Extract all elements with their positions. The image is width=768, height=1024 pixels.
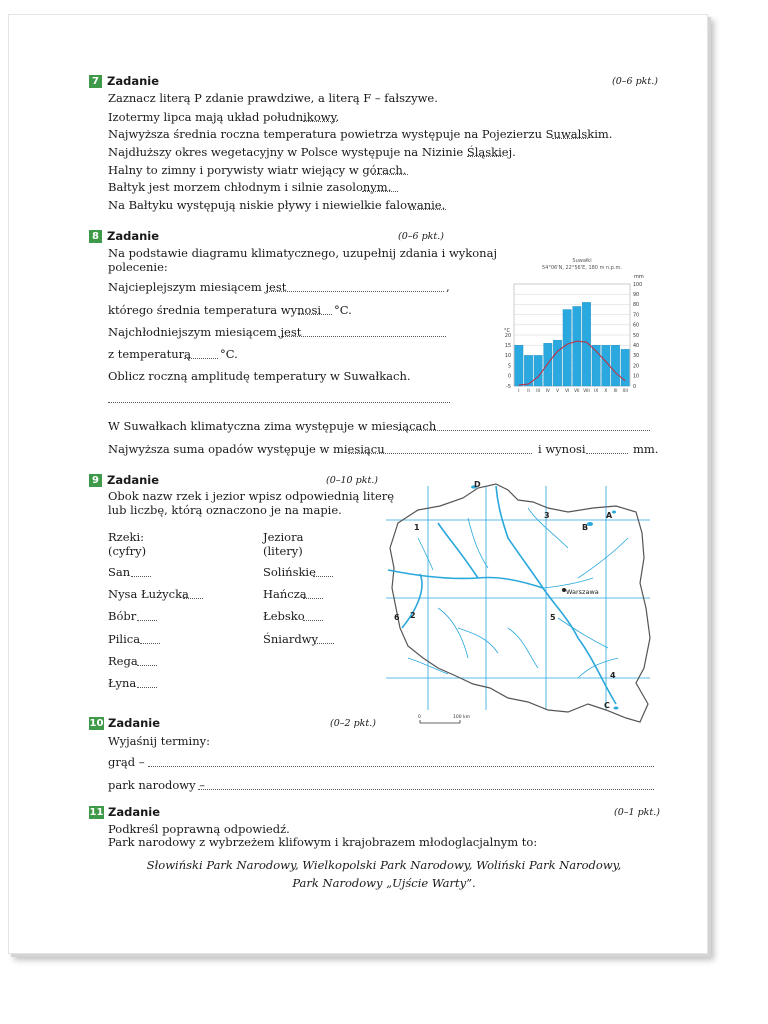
task9-instruction-line1: Obok nazw rzek i jezior wpisz odpowiednią literę: [108, 489, 395, 503]
task8-number-badge: 8: [89, 230, 102, 243]
river-nysa-input[interactable]: [183, 598, 203, 599]
river-nysa: Nysa Łużycka: [108, 587, 189, 601]
rivers-subheader: (cyfry): [108, 544, 147, 558]
task8-winter-input[interactable]: [398, 430, 650, 431]
task8-rain-month-input[interactable]: [348, 453, 532, 454]
map-letter-b: B: [582, 523, 589, 532]
task7-statement-1: Izotermy lipca mają układ południkowy.: [108, 110, 340, 124]
rivers-header: Rzeki:: [108, 530, 145, 544]
river-pilica-input[interactable]: [140, 643, 160, 644]
chart-month-label: X: [604, 388, 608, 393]
task7-number-badge: 7: [89, 75, 102, 88]
task9-instruction-line2: lub liczbę, którą oznaczono je na mapie.: [108, 503, 342, 517]
chart-right-tick-label: 90: [633, 293, 640, 298]
lake-hancza: Hańcza: [263, 587, 307, 601]
task7-answer-6[interactable]: [410, 209, 446, 210]
map-number-3: 3: [544, 511, 550, 520]
chart-right-tick-label: 70: [633, 313, 640, 319]
chart-right-tick-label: 30: [633, 354, 640, 360]
chart-right-tick-label: 80: [633, 303, 640, 309]
lake-sniardwy-input[interactable]: [314, 643, 334, 644]
climate-diagram: [494, 256, 654, 400]
chart-month-label: XI: [613, 388, 618, 393]
task7-points: (0–6 pkt.): [612, 76, 658, 87]
task8-deg-1: °C.: [334, 303, 352, 317]
task8-deg-2: °C.: [220, 347, 238, 361]
map-number-4: 4: [610, 671, 616, 680]
chart-month-label: VI: [565, 388, 570, 393]
task8-coldest-temp-input[interactable]: [184, 358, 218, 359]
task10-points: (0–2 pkt.): [330, 718, 376, 729]
map-letter-d: D: [474, 480, 481, 489]
map-number-1: 1: [414, 523, 420, 532]
river-bobr: Bóbr: [108, 609, 137, 623]
river-pilica: Pilica: [108, 632, 141, 646]
chart-month-label: V: [556, 388, 559, 393]
chart-right-tick-label: 100: [633, 282, 643, 288]
task7-answer-4[interactable]: [372, 174, 408, 175]
task8-mm: mm.: [633, 442, 659, 456]
chart-month-label: II: [527, 388, 530, 393]
map-number-5: 5: [550, 613, 556, 622]
task11-answers-line2[interactable]: Park Narodowy „Ujście Warty”.: [292, 876, 476, 890]
task7-answer-1[interactable]: [303, 121, 337, 122]
chart-bar: [573, 306, 581, 386]
map-letter-c: C: [604, 701, 610, 710]
task9-number-badge: 9: [89, 474, 102, 487]
task9-points: (0–10 pkt.): [326, 475, 378, 486]
chart-bar: [611, 345, 619, 386]
task8-instruction-line2: polecenie:: [108, 260, 168, 274]
chart-month-label: VII: [574, 388, 580, 393]
chart-month-label: XII: [622, 388, 628, 393]
task7-statement-2: Najwyższa średnia roczna temperatura powietrza występuje na Pojezierzu Suwalskim.: [108, 127, 613, 141]
task11-title: Zadanie: [108, 805, 161, 819]
chart-bar: [515, 345, 523, 386]
task7-statement-5: Bałtyk jest morzem chłodnym i silnie zasolonym.: [108, 180, 392, 194]
chart-right-unit: mm: [634, 274, 644, 280]
chart-right-tick-label: 0: [633, 384, 637, 390]
task8-coldest-input[interactable]: [278, 336, 446, 337]
chart-right-tick-label: 20: [633, 364, 640, 370]
task7-answer-5[interactable]: [362, 191, 398, 192]
scale-start: 0: [418, 715, 421, 720]
task10-instruction: Wyjaśnij terminy:: [108, 734, 210, 748]
task8-rain-label: Najwyższa suma opadów występuje w miesiącu: [108, 442, 385, 456]
chart-right-tick-label: 40: [633, 344, 640, 349]
task8-instruction-line1: Na podstawie diagramu klimatycznego, uzupełnij zdania i wykonaj: [108, 246, 498, 260]
river-lyna: Łyna: [108, 676, 137, 690]
task7-statement-4: Halny to zimny i porywisty wiatr wiejący w górach.: [108, 163, 407, 177]
task11-answers-line1[interactable]: Słowiński Park Narodowy, Wielkopolski Park Narodowy, Woliński Park Narodowy,: [146, 858, 622, 872]
chart-left-tick-label: -5: [506, 384, 511, 390]
chart-right-tick-label: 60: [633, 323, 640, 329]
task11-instruction: Podkreśl poprawną odpowiedź.: [108, 822, 290, 836]
lake-sniardwy: Śniardwy: [263, 632, 319, 646]
task8-comma: ,: [446, 280, 450, 294]
term-park-input[interactable]: [198, 789, 654, 790]
task7-title: Zadanie: [107, 74, 160, 88]
chart-month-label: IX: [594, 388, 599, 393]
term-grad-input[interactable]: [148, 766, 654, 767]
task8-amplitude-input[interactable]: [108, 402, 450, 403]
term-grad-label: grąd –: [108, 755, 145, 769]
chart-bar: [582, 302, 590, 386]
term-park-label: park narodowy –: [108, 778, 206, 792]
chart-bar: [553, 340, 561, 386]
task7-answer-2[interactable]: [552, 138, 588, 139]
task7-instruction: Zaznacz literą P zdanie prawdziwe, a literą F – fałszywe.: [108, 91, 438, 105]
task7-statement-6: Na Bałtyku występują niskie pływy i niewielkie falowanie.: [108, 198, 446, 212]
task10-title: Zadanie: [108, 716, 161, 730]
map-number-6: 6: [394, 613, 400, 622]
task8-coldest-label: Najchłodniejszym miesiącem jest: [108, 325, 302, 339]
chart-left-tick-label: 0: [507, 374, 511, 380]
scale-end: 100 km: [453, 715, 471, 720]
chart-title: Suwałki: [572, 258, 592, 264]
task8-points: (0–6 pkt.): [398, 231, 444, 242]
task8-rain-amount-input[interactable]: [586, 453, 628, 454]
task11-question: Park narodowy z wybrzeżem klifowym i krajobrazem młodoglacjalnym to:: [108, 835, 538, 849]
chart-left-tick-label: 5: [507, 364, 511, 370]
chart-bar: [544, 343, 552, 386]
river-lyna-input[interactable]: [137, 687, 157, 688]
river-rega: Rega: [108, 654, 138, 668]
chart-right-tick-label: 50: [633, 333, 640, 339]
task7-answer-3[interactable]: [467, 156, 503, 157]
task8-rain-amount-label: i wynosi: [538, 442, 586, 456]
chart-left-unit: °C: [504, 328, 510, 334]
lakes-subheader: (litery): [263, 544, 303, 558]
lake-hancza-input[interactable]: [303, 598, 323, 599]
map-number-2: 2: [410, 611, 416, 620]
chart-month-label: I: [518, 388, 520, 393]
task8-amplitude-task: Oblicz roczną amplitudę temperatury w Suwałkach.: [108, 369, 411, 383]
river-bobr-input[interactable]: [137, 620, 157, 621]
chart-month-label: VIII: [583, 388, 590, 393]
chart-month-label: IV: [545, 388, 550, 393]
river-san-input[interactable]: [131, 576, 151, 577]
capital-label: Warszawa: [566, 588, 599, 596]
task8-warmest-temp-label: którego średnia temperatura wynosi: [108, 303, 322, 317]
task9-title: Zadanie: [107, 473, 160, 487]
map-scale: [418, 714, 470, 723]
chart-bar: [563, 310, 571, 387]
chart-left-tick-label: 10: [504, 354, 511, 360]
chart-left-tick-label: 20: [504, 333, 511, 339]
lake-solinskie: Solińskie: [263, 565, 316, 579]
task8-winter-label: W Suwałkach klimatyczna zima występuje w miesiącach: [108, 419, 437, 433]
map-letter-a: A: [606, 511, 613, 520]
poland-map: [378, 478, 658, 728]
lake-lebsko-input[interactable]: [303, 620, 323, 621]
lakes-header: Jeziora: [263, 530, 304, 544]
task8-title: Zadanie: [107, 229, 160, 243]
river-san: San: [108, 565, 131, 579]
chart-month-label: III: [536, 388, 541, 393]
task11-points: (0–1 pkt.): [614, 807, 660, 818]
lake-lebsko: Łebsko: [263, 609, 305, 623]
task10-number-badge: 10: [89, 718, 104, 729]
task8-warmest-temp-input[interactable]: [298, 314, 332, 315]
chart-right-tick-label: 10: [633, 374, 640, 380]
task7-statement-3: Najdłuższy okres wegetacyjny w Polsce występuje na Nizinie Śląskiej.: [108, 145, 516, 159]
river-rega-input[interactable]: [137, 665, 157, 666]
task8-warmest-input[interactable]: [266, 291, 444, 292]
chart-bar: [534, 355, 542, 386]
task11-number-badge: 11: [89, 807, 104, 818]
chart-left-tick-label: 15: [504, 344, 511, 349]
task8-warmest-label: Najcieplejszym miesiącem jest: [108, 280, 287, 294]
lake-solinskie-input[interactable]: [313, 576, 333, 577]
task8-coldest-temp-label: z temperaturą: [108, 347, 191, 361]
chart-subtitle: 54°06'N, 22°56'E, 180 m n.p.m.: [541, 265, 623, 271]
